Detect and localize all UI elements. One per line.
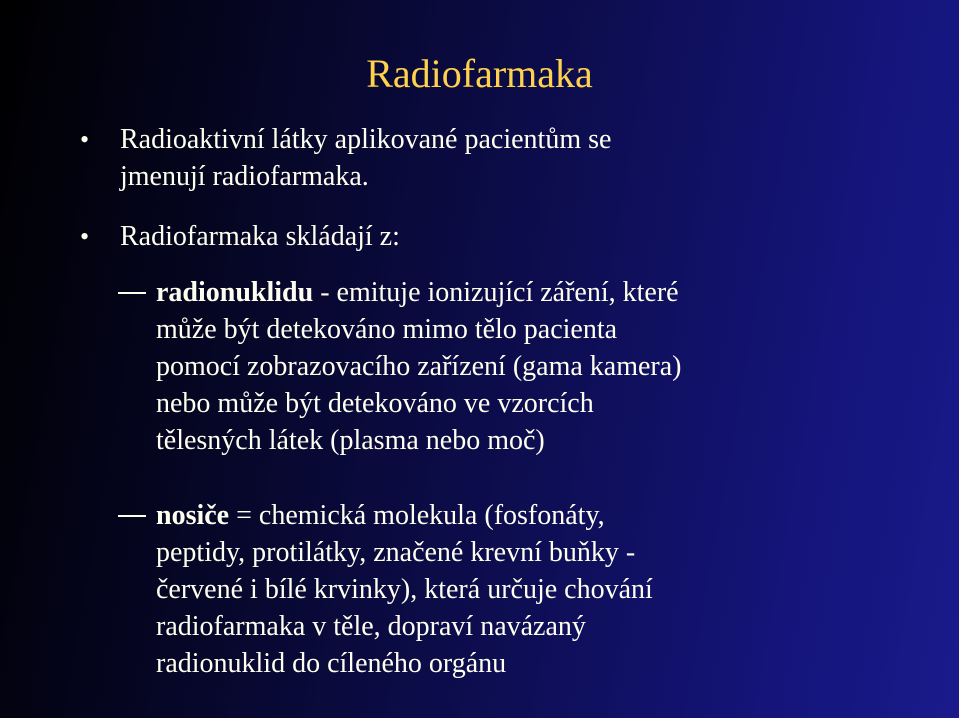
sub-item-first-rest: = chemická molekula (fosfonáty, bbox=[229, 500, 605, 531]
sub-item-line: tělesných látek (plasma nebo moč) bbox=[156, 425, 545, 456]
sub-item-line: pomocí zobrazovacího zařízení (gama kamera) bbox=[156, 351, 682, 382]
slide-title-text: Radiofarmaka bbox=[366, 51, 593, 96]
sub-item-term: radionuklidu bbox=[156, 277, 314, 308]
bullet-marker: • bbox=[80, 125, 90, 154]
bullet-marker: • bbox=[80, 222, 90, 251]
sub-item-line: radionuklid do cíleného orgánu bbox=[156, 648, 507, 679]
sub-item-first-line bbox=[156, 274, 682, 311]
dash-marker bbox=[118, 515, 146, 517]
sub-item-line: červené i bílé krvinky), která určuje chování bbox=[156, 574, 653, 605]
sub-item-first-rest: - emituje ionizující záření, které bbox=[313, 277, 679, 308]
bullet-line: Radiofarmaka skládají z: bbox=[120, 221, 400, 252]
sub-item-line: peptidy, protilátky, značené krevní buňky - bbox=[156, 537, 636, 568]
sub-item-term: nosiče bbox=[156, 500, 230, 531]
bullet-line: jmenují radiofarmaka. bbox=[120, 161, 369, 192]
slide-title bbox=[0, 48, 959, 100]
sub-item-line: radiofarmaka v těle, dopraví navázaný bbox=[156, 611, 586, 642]
sub-item-first-line bbox=[156, 497, 653, 534]
bullet-line: Radioaktivní látky aplikované pacientům se bbox=[120, 124, 612, 155]
sub-item-line: nebo může být detekováno ve vzorcích bbox=[156, 388, 594, 419]
sub-item-line: může být detekováno mimo tělo pacienta bbox=[156, 314, 618, 345]
dash-marker bbox=[118, 292, 146, 294]
